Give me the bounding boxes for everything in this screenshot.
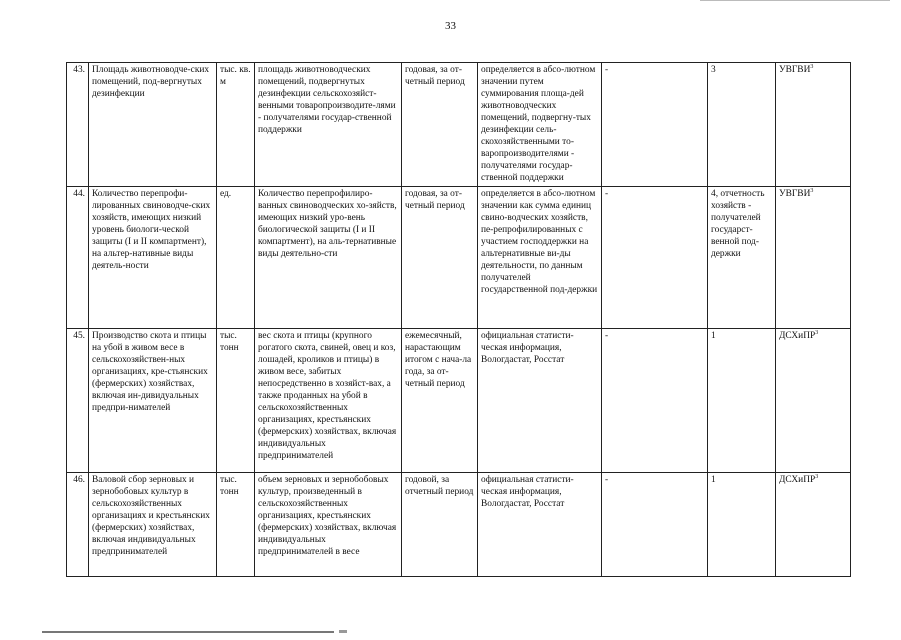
column-8: 1: [708, 329, 776, 473]
indicator-name: Количество перепрофи-лированных свиноводче-ских хозяйств, имеющих низкий уровень биологи-ческой защиты (I и II компартмент), на альтер-нативные виды деятель-ности: [89, 187, 217, 329]
footnote-mark: 3: [815, 473, 819, 480]
indicator-name: Производство скота и птицы на убой в живом весе в сельскохозяйствен-ных организациях, кре-стьянских (фермерских) хозяйствах, включая ин-дивидуальных предпри-нимателей: [89, 329, 217, 473]
column-8: 1: [708, 473, 776, 577]
column-7: -: [602, 329, 708, 473]
periodicity: годовая, за от-четный период: [402, 187, 478, 329]
indicator-definition: вес скота и птицы (крупного рогатого скота, свиней, овец и коз, лошадей, кроликов и птицы) в живом весе, забитых непосредственно в хозяйст-вах, а также проданных на убой в сельскохозяйственных организациях, крестьянских (фермерских) хозяйствах, включая индивидуальных предпринимателей: [255, 329, 402, 473]
table-row: [67, 473, 851, 577]
row-number: 44.: [67, 187, 89, 329]
periodicity: ежемесячный, нарастающим итогом с нача-ла года, за от-четный период: [402, 329, 478, 473]
responsible-label: УВГВИ: [779, 189, 811, 199]
indicator-definition: площадь животноводческих помещений, подвергнутых дезинфекции сельскохозяйст-венными товаропроизводите-лями - получателями государ-ственной поддержки: [255, 63, 402, 187]
row-number: 43.: [67, 63, 89, 187]
indicator-name: Валовой сбор зерновых и зернобобовых культур в сельскохозяйственных организациях и крестьянских (фермерских) хозяйствах, включая индивидуальных предпринимателей: [89, 473, 217, 577]
column-8: 3: [708, 63, 776, 187]
column-7: -: [602, 187, 708, 329]
unit: ед.: [217, 187, 255, 329]
scan-edge-mark: [700, 0, 890, 1]
responsible: [776, 63, 851, 187]
indicator-definition: объем зерновых и зернобобовых культур, произведенный в сельскохозяйственных организациях, крестьянских (фермерских) хозяйствах, включая индивидуальных предпринимателей в весе: [255, 473, 402, 577]
responsible-label: ДСХиПР: [779, 475, 816, 485]
responsible: [776, 473, 851, 577]
footnote-mark: 3: [810, 187, 814, 194]
unit: тыс. тонн: [217, 329, 255, 473]
responsible-label: ДСХиПР: [779, 331, 816, 341]
table-row: [67, 329, 851, 473]
row-number: 45.: [67, 329, 89, 473]
indicator-definition: Количество перепрофилиро-ванных свиноводческих хо-зяйств, имеющих низкий уро-вень биологической защиты (I и II компартмент), на аль-тернативные виды деятельно-сти: [255, 187, 402, 329]
footnote-mark: 3: [810, 63, 814, 70]
calculation-method: официальная статисти-ческая информация, Вологдастат, Росстат: [478, 473, 602, 577]
scan-artifact-line: [42, 631, 334, 633]
calculation-method: определяется в абсо-лютном значении путем суммирования площа-дей животноводческих помещений, подвергну-тых дезинфекции сель-скохозяйственными то-варопроизводителями - получателями государ-ственной поддержки: [478, 63, 602, 187]
calculation-method: официальная статисти-ческая информация, Вологдастат, Росстат: [478, 329, 602, 473]
table-row: [67, 63, 851, 187]
responsible-label: УВГВИ: [779, 65, 811, 75]
indicators-table: [66, 62, 851, 577]
periodicity: годовой, за отчетный период: [402, 473, 478, 577]
column-7: -: [602, 473, 708, 577]
responsible: [776, 329, 851, 473]
periodicity: годовая, за от-четный период: [402, 63, 478, 187]
indicator-name: Площадь животноводче-ских помещений, под-вергнутых дезинфекции: [89, 63, 217, 187]
unit: тыс. кв. м: [217, 63, 255, 187]
page-number: 33: [445, 20, 456, 32]
calculation-method: определяется в абсо-лютном значении как сумма единиц свино-водческих хозяйств, пе-репрофилированных с участием господдержки на альтернативные ви-ды деятельности, по данным получателей государственной под-держки: [478, 187, 602, 329]
unit: тыс. тонн: [217, 473, 255, 577]
footnote-mark: 3: [815, 329, 819, 336]
column-7: -: [602, 63, 708, 187]
scan-artifact-mark: [339, 630, 347, 633]
table-row: [67, 187, 851, 329]
column-8: 4, отчетность хозяйств - получателей государст-венной под-держки: [708, 187, 776, 329]
responsible: [776, 187, 851, 329]
row-number: 46.: [67, 473, 89, 577]
